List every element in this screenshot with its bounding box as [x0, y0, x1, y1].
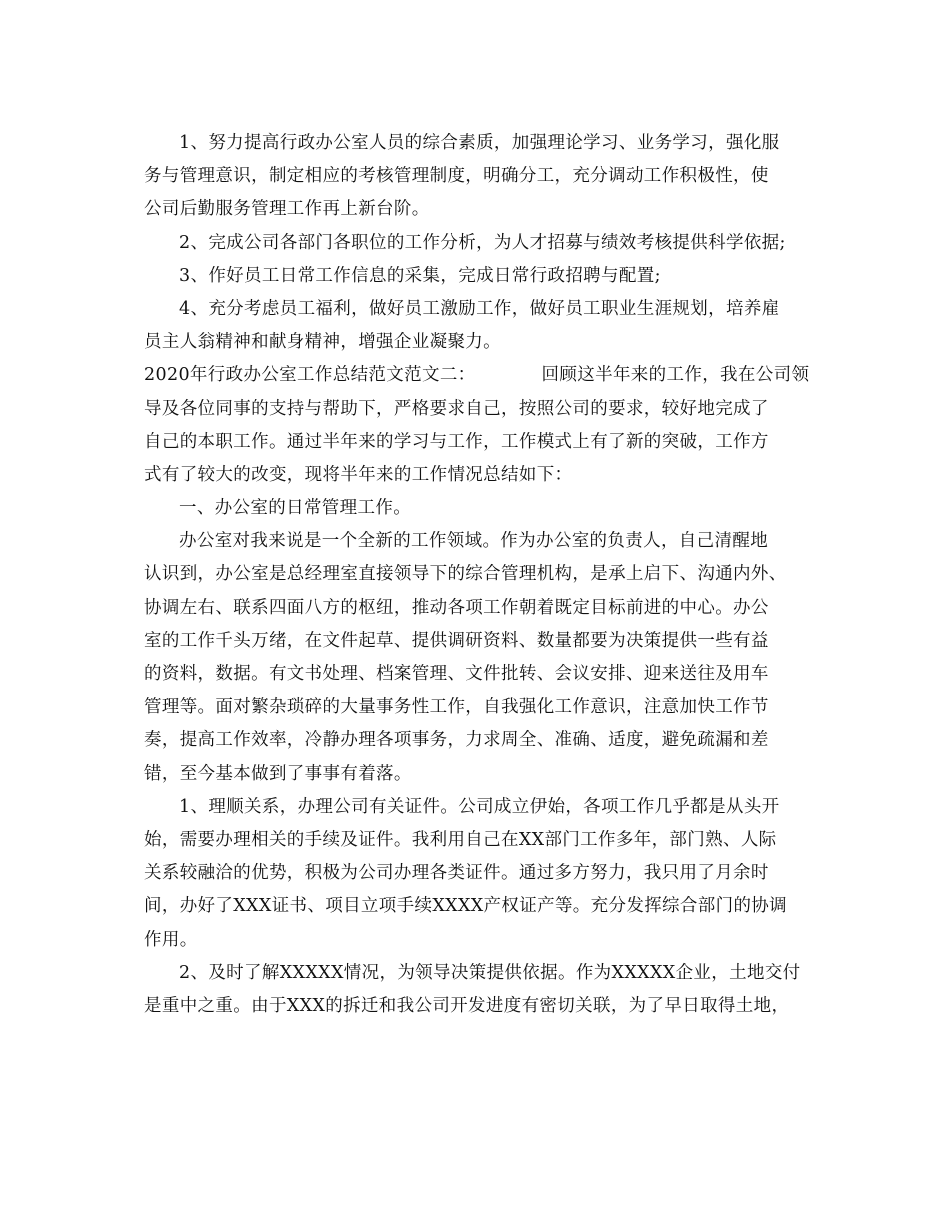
section-intro: 回顾这半年来的工作，我在公司领: [541, 365, 810, 386]
text-line: 1、努力提高行政办公室人员的综合素质，加强理论学习、业务学习，强化服: [179, 133, 780, 153]
text-line: 间，办好了XXX证书、项目立项手续XXXX产权证产等。充分发挥综合部门的协调: [144, 896, 788, 917]
text-line: 1、理顺关系，办理公司有关证件。公司成立伊始，各项工作几乎都是从头开: [179, 796, 780, 817]
text-line: 式有了较大的改变，现将半年来的工作情况总结如下：: [144, 464, 573, 485]
text-line: 室的工作千头万绪，在文件起草、提供调研资料、数量都要为决策提供一些有益: [144, 630, 769, 651]
text-line: 办公室对我来说是一个全新的工作领域。作为办公室的负责人，自己清醒地: [179, 531, 769, 552]
text-line: 是重中之重。由于XXX的拆迁和我公司开发进度有密切关联，为了早日取得土地，: [144, 995, 790, 1016]
text-line: 自己的本职工作。通过半年来的学习与工作，工作模式上有了新的突破，工作方: [144, 431, 769, 452]
section-heading-line: [144, 359, 820, 392]
text-line: 2、完成公司各部门各职位的工作分析，为人才招募与绩效考核提供科学依据;: [179, 232, 786, 253]
text-line: 的资料，数据。有文书处理、档案管理、文件批转、会议安排、迎来送往及用车: [144, 664, 769, 684]
document-body: [144, 127, 820, 1023]
text-line: 4、充分考虑员工福利，做好员工激励工作，做好员工职业生涯规划，培养雇: [179, 298, 780, 319]
subheading: 一、办公室的日常管理工作。: [179, 498, 412, 519]
text-line: 员主人翁精神和献身精神，增强企业凝聚力。: [144, 332, 501, 353]
text-line: 错，至今基本做到了事事有着落。: [144, 763, 412, 784]
text-line: 作用。: [144, 929, 198, 950]
text-line: 关系较融洽的优势，积极为公司办理各类证件。通过多方努力，我只用了月余时: [144, 863, 769, 884]
text-line: 公司后勤服务管理工作再上新台阶。: [144, 199, 430, 220]
text-line: 奏，提高工作效率，冷静办理各项事务，力求周全、准确、适度，避免疏漏和差: [144, 730, 769, 751]
text-line: 认识到，办公室是总经理室直接领导下的综合管理机构，是承上启下、沟通内外、: [144, 564, 787, 585]
section-heading: 2020年行政办公室工作总结范文范文二：: [144, 365, 476, 386]
text-line: 管理等。面对繁杂琐碎的大量事务性工作，自我强化工作意识，注意加快工作节: [144, 697, 769, 718]
text-line: 导及各位同事的支持与帮助下，严格要求自己，按照公司的要求，较好地完成了: [144, 398, 769, 419]
text-line: 始，需要办理相关的手续及证件。我利用自己在XX部门工作多年，部门熟、人际: [144, 829, 777, 850]
text-line: 务与管理意识，制定相应的考核管理制度，明确分工，充分调动工作积极性，使: [144, 166, 769, 187]
text-line: 协调左右、联系四面八方的枢纽，推动各项工作朝着既定目标前进的中心。办公: [144, 597, 769, 618]
text-line: 3、作好员工日常工作信息的采集，完成日常行政招聘与配置;: [179, 265, 661, 286]
text-line: 2、及时了解XXXXX情况，为领导决策提供依据。作为XXXXX企业，土地交付: [179, 962, 801, 983]
